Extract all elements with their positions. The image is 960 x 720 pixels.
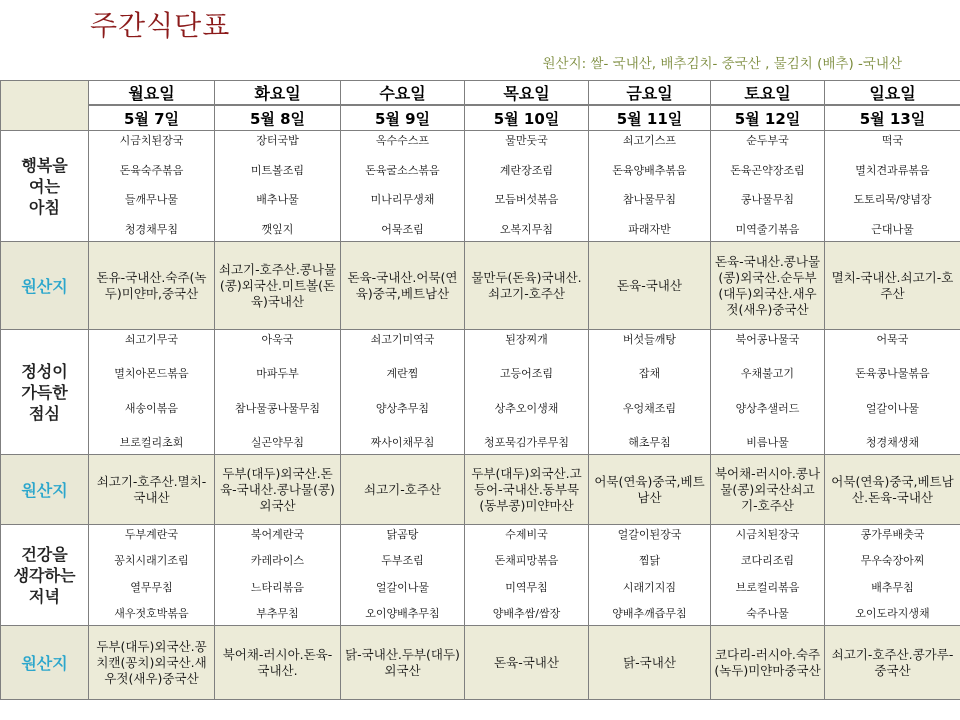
origin-label: 원산지 [1,455,89,525]
menu-cell: 버섯들깨탕 잡채 우엉채조림 해초무침 [589,330,711,455]
meal-label-lunch: 정성이 가득한 점심 [1,330,89,455]
dinner-origin-row [1,626,960,700]
origin-cell: 코다리-러시아.숙주(녹두)미얀마중국산 [711,626,825,700]
origin-cell: 쇠고기-호주산 [341,455,465,525]
menu-cell: 시금치된장국 돈육숙주볶음 들깨무나물 청경채무침 [89,131,215,242]
origin-label: 원산지 [1,626,89,700]
date-header: 5월 9일 [341,105,465,131]
menu-cell: 닭곰탕 두부조림 얼갈이나물 오이양배추무침 [341,525,465,626]
date-header: 5월 13일 [825,105,960,131]
menu-cell: 쇠고기스프 돈육양배추볶음 참나물무침 파래자반 [589,131,711,242]
menu-cell: 장터국밥 미트볼조림 배추나물 깻잎지 [215,131,341,242]
menu-cell: 얼갈이된장국 찜닭 시래기지짐 양배추깨즙무침 [589,525,711,626]
origin-cell: 어묵(연육)중국,베트남산 [589,455,711,525]
menu-cell: 북어계란국 카레라이스 느타리볶음 부추무침 [215,525,341,626]
origin-cell: 쇠고기-호주산.멸치-국내산 [89,455,215,525]
day-header: 일요일 [825,81,960,106]
origin-cell: 돈유-국내산.숙주(녹두)미얀마,중국산 [89,242,215,330]
origin-cell: 두부(대두)외국산.돈육-국내산.콩나물(콩)외국산 [215,455,341,525]
origin-cell: 돈육-국내산 [589,242,711,330]
origin-label: 원산지 [1,242,89,330]
day-header: 월요일 [89,81,215,106]
origin-cell: 북어채-러시아.돈육-국내산. [215,626,341,700]
menu-cell: 북어콩나물국 우채불고기 양상추샐러드 비름나물 [711,330,825,455]
date-header-row [1,105,960,131]
day-header-row [1,81,960,106]
dinner-menu-row [1,525,960,626]
origin-cell: 물만두(돈육)국내산.쇠고기-호주산 [465,242,589,330]
origin-cell: 돈육-국내산.어묵(연육)중국,베트남산 [341,242,465,330]
date-header: 5월 7일 [89,105,215,131]
menu-cell: 두부계란국 꽁치시래기조림 열무무침 새우젓호박볶음 [89,525,215,626]
menu-cell: 떡국 멸치견과류볶음 도토리묵/양념장 근대나물 [825,131,960,242]
day-header: 금요일 [589,81,711,106]
date-header: 5월 8일 [215,105,341,131]
menu-cell: 쇠고기무국 멸치아몬드볶음 새송이볶음 브로컬리초회 [89,330,215,455]
menu-cell: 옥수수스프 돈육굴소스볶음 미나리무생채 어묵조림 [341,131,465,242]
origin-cell: 닭-국내산 [589,626,711,700]
breakfast-menu-row [1,131,960,242]
lunch-menu-row [1,330,960,455]
origin-note: 원산지: 쌀- 국내산, 배추김치- 중국산 , 물김치 (배추) -국내산 [542,56,902,72]
origin-cell: 쇠고기-호주산.콩가루-중국산 [825,626,960,700]
meal-label-breakfast: 행복을 여는 아침 [1,131,89,242]
day-header: 화요일 [215,81,341,106]
corner-cell [1,81,89,131]
day-header: 토요일 [711,81,825,106]
date-header: 5월 10일 [465,105,589,131]
day-header: 목요일 [465,81,589,106]
origin-cell: 닭-국내산.두부(대두)외국산 [341,626,465,700]
origin-cell: 북어채-러시아.콩나물(콩)외국산쇠고기-호주산 [711,455,825,525]
date-header: 5월 11일 [589,105,711,131]
date-header: 5월 12일 [711,105,825,131]
origin-cell: 어묵(연육)중국,베트남산.돈육-국내산 [825,455,960,525]
lunch-origin-row [1,455,960,525]
menu-cell: 물만둣국 계란장조림 모듬버섯볶음 오복지무침 [465,131,589,242]
origin-cell: 돈육-국내산 [465,626,589,700]
menu-cell: 수제비국 돈채피망볶음 미역무침 양배추쌈/쌈장 [465,525,589,626]
origin-cell: 멸치-국내산.쇠고기-호주산 [825,242,960,330]
origin-cell: 돈육-국내산.콩나물(콩)외국산.순두부(대두)외국산.새우젓(새우)중국산 [711,242,825,330]
menu-cell: 어묵국 돈육콩나물볶음 얼갈이나물 청경채생채 [825,330,960,455]
weekly-menu-table [0,80,960,700]
menu-cell: 시금치된장국 코다리조림 브로컬리볶음 숙주나물 [711,525,825,626]
origin-cell: 쇠고기-호주산.콩나물(콩)외국산.미트볼(돈육)국내산 [215,242,341,330]
menu-cell: 아욱국 마파두부 참나물콩나물무침 실곤약무침 [215,330,341,455]
meal-label-dinner: 건강을 생각하는 저녁 [1,525,89,626]
origin-cell: 두부(대두)외국산.고등어-국내산.동부묵(동부콩)미얀마산 [465,455,589,525]
menu-cell: 쇠고기미역국 계란찜 양상추무침 짜사이채무침 [341,330,465,455]
menu-cell: 된장찌개 고등어조림 상추오이생채 청포묵김가루무침 [465,330,589,455]
menu-cell: 콩가루배춧국 무우숙장아찌 배추무침 오이도라지생채 [825,525,960,626]
origin-cell: 두부(대두)외국산.꽁치캔(꽁치)외국산.새우젓(새우)중국산 [89,626,215,700]
menu-cell: 순두부국 돈육곤약장조림 콩나물무침 미역줄기볶음 [711,131,825,242]
page-title: 주간식단표 [90,9,231,42]
day-header: 수요일 [341,81,465,106]
breakfast-origin-row [1,242,960,330]
